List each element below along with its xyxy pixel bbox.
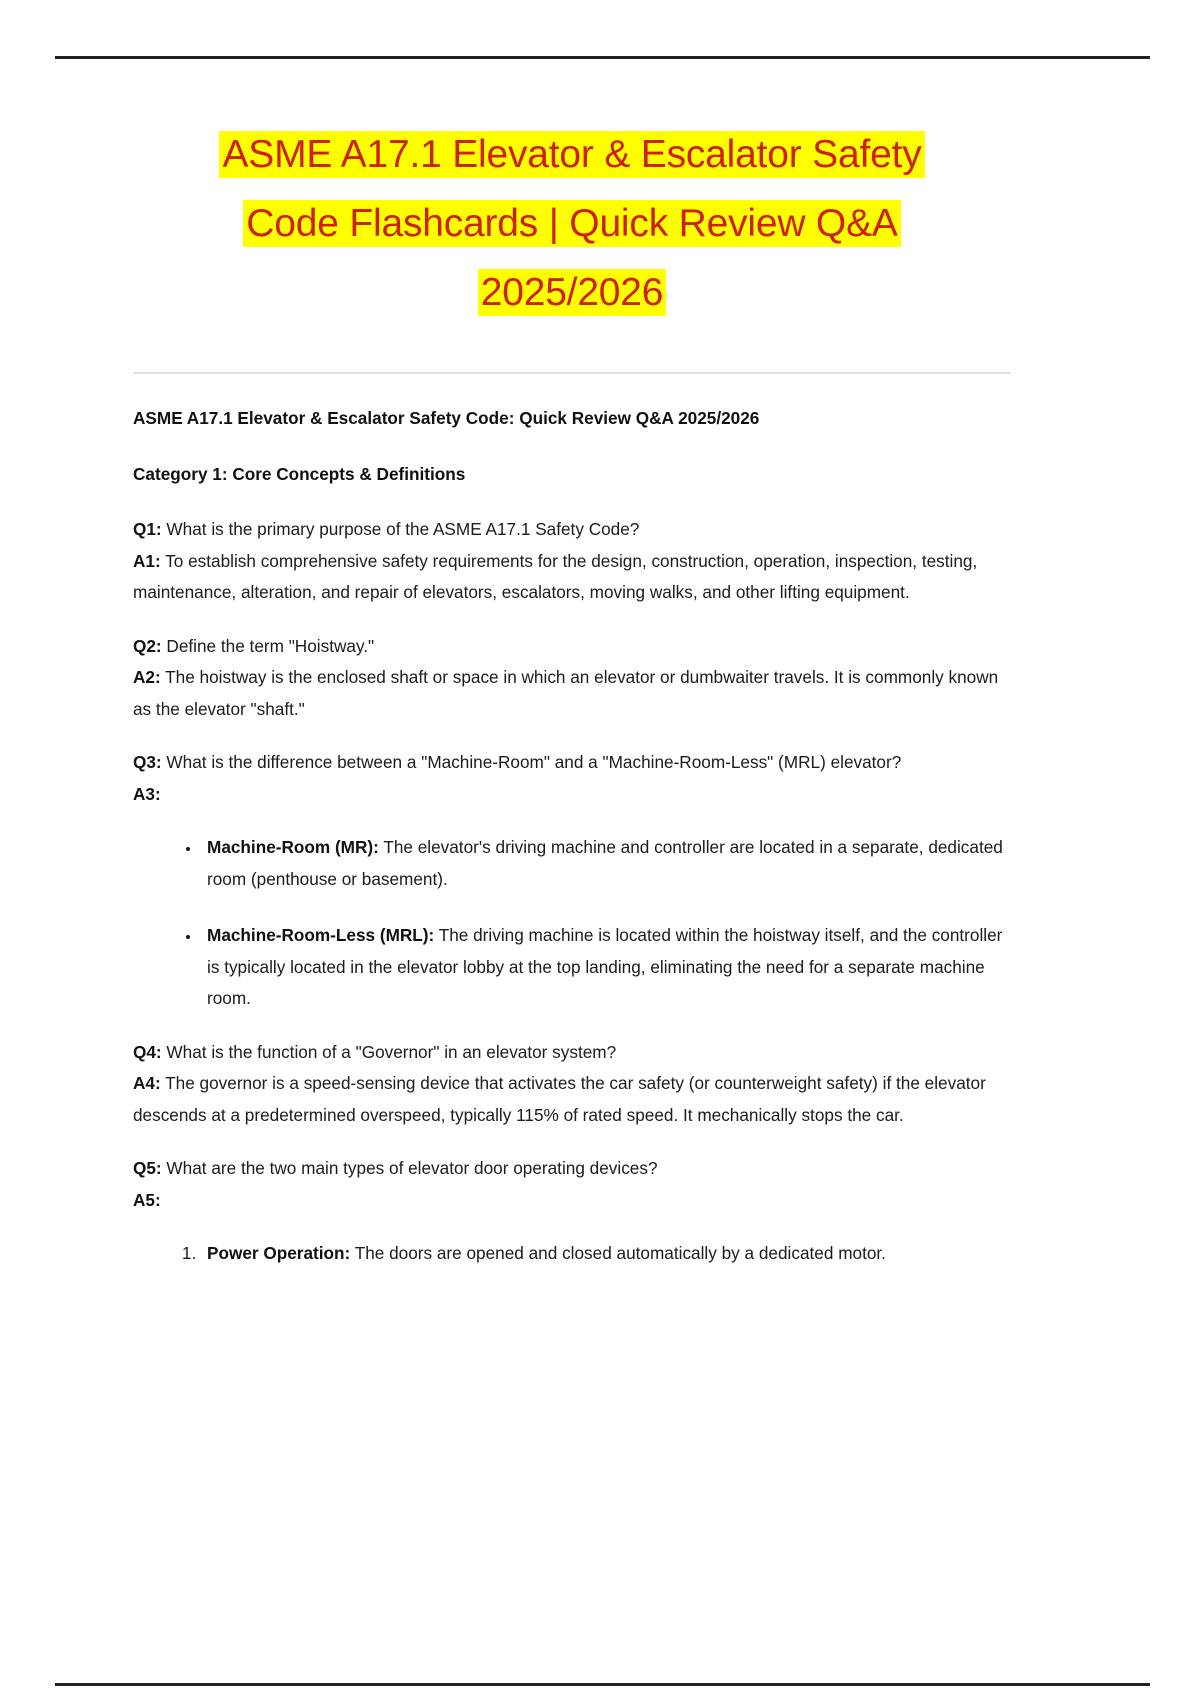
category-heading xyxy=(133,459,1011,491)
qa-item-q4 xyxy=(133,1037,1011,1132)
bullet-term-mrl: Machine-Room-Less (MRL): xyxy=(207,925,435,945)
document-content xyxy=(133,120,1011,1292)
question-text-q1: What is the primary purpose of the ASME A17.1 Safety Code? xyxy=(161,519,640,539)
answer-line-a5 xyxy=(133,1185,1011,1217)
numbered-term-power-operation: Power Operation: xyxy=(207,1243,351,1263)
answer-text-a2: The hoistway is the enclosed shaft or space in which an elevator or dumbwaiter travels. It is commonly known as the elevator "shaft." xyxy=(133,667,999,719)
question-label-q5: Q5: xyxy=(133,1158,162,1178)
list-item xyxy=(201,1238,1011,1270)
subtitle-text: ASME A17.1 Elevator & Escalator Safety Code: Quick Review Q&A 2025/2026 xyxy=(133,408,760,428)
bullet-text-mr: The elevator's driving machine and controller are located in a separate, dedicated room (penthouse or basement). xyxy=(207,837,1003,889)
answer-line-a2 xyxy=(133,662,1011,725)
document-body xyxy=(133,403,1011,1270)
category-heading-text: Category 1: Core Concepts & Definitions xyxy=(133,463,466,484)
list-item xyxy=(201,920,1011,1015)
page-top-rule xyxy=(55,56,1150,59)
page-title-line-2: Code Flashcards | Quick Review Q&A xyxy=(133,189,1011,258)
question-line-q3 xyxy=(133,747,1011,779)
question-text-q5: What are the two main types of elevator door operating devices? xyxy=(161,1158,658,1178)
bullet-term-mr: Machine-Room (MR): xyxy=(207,837,379,857)
qa-item-q2 xyxy=(133,631,1011,726)
answer-label-a4: A4: xyxy=(133,1073,161,1093)
answer-label-a3: A3: xyxy=(133,783,161,804)
question-line-q1 xyxy=(133,514,1011,546)
document-subtitle xyxy=(133,403,1011,435)
question-line-q4 xyxy=(133,1037,1011,1069)
qa-item-q5 xyxy=(133,1153,1011,1270)
question-label-q3: Q3: xyxy=(133,752,162,772)
answer-text-a4: The governor is a speed-sensing device that activates the car safety (or counterweight safety) if the elevator descends at a predetermined overspeed, typically 115% of rated speed. It mechanically stops the car. xyxy=(133,1073,986,1125)
bullet-text-mrl: The driving machine is located within the hoistway itself, and the controller is typically located in the elevator lobby at the top landing, eliminating the need for a separate machine room. xyxy=(207,925,1003,1008)
answer-label-a1: A1: xyxy=(133,550,161,571)
answer-label-a5: A5: xyxy=(133,1189,161,1210)
page-title xyxy=(133,120,1011,327)
question-label-q2: Q2: xyxy=(133,635,162,656)
question-text-q3: What is the difference between a "Machine-Room" and a "Machine-Room-Less" (MRL) elevator? xyxy=(161,752,902,772)
question-label-q4: Q4: xyxy=(133,1041,162,1062)
list-item xyxy=(201,832,1011,895)
qa-item-q1 xyxy=(133,514,1011,609)
question-line-q5 xyxy=(133,1153,1011,1185)
title-divider xyxy=(133,372,1011,374)
answer-label-a2: A2: xyxy=(133,667,161,687)
answer-numbered-list-a5 xyxy=(133,1238,1011,1270)
question-line-q2 xyxy=(133,631,1011,663)
page-bottom-rule xyxy=(55,1683,1150,1686)
answer-bullet-list-a3 xyxy=(133,832,1011,1015)
answer-text-a1: To establish comprehensive safety requirements for the design, construction, operation, inspection, testing, maintenance, alteration, and repair of elevators, escalators, moving walks, and other lifting equipment. xyxy=(133,550,978,602)
question-text-q2: Define the term "Hoistway." xyxy=(161,635,375,656)
page-title-line-3: 2025/2026 xyxy=(133,258,1011,327)
page-title-line-1: ASME A17.1 Elevator & Escalator Safety xyxy=(133,120,1011,189)
question-label-q1: Q1: xyxy=(133,519,162,539)
answer-line-a4 xyxy=(133,1068,1011,1131)
answer-line-a1 xyxy=(133,546,1011,609)
numbered-text-power-operation: The doors are opened and closed automatically by a dedicated motor. xyxy=(350,1243,886,1263)
qa-item-q3 xyxy=(133,747,1011,1015)
question-text-q4: What is the function of a "Governor" in an elevator system? xyxy=(161,1041,617,1062)
answer-line-a3 xyxy=(133,779,1011,811)
